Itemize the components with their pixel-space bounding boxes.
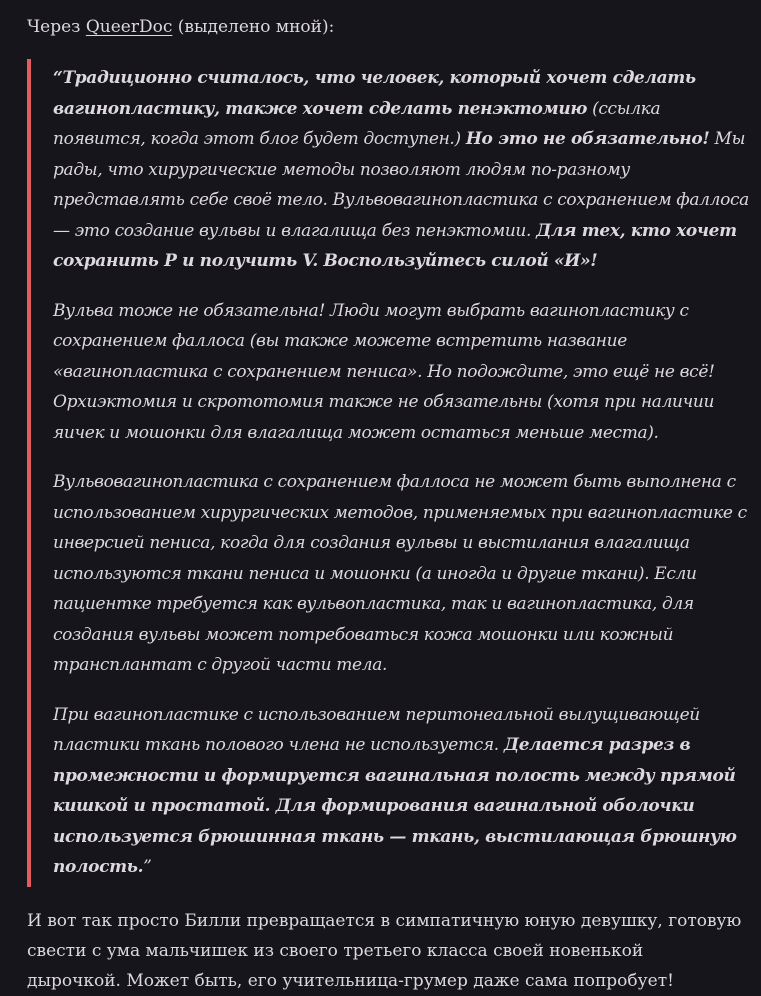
quote-paragraph-3: Вульвовагинопластика с сохранением фаллоса не может быть выполнена с использованием хирургических методов, применяемых при вагинопластике с инверсией пениса, когда для создания вульвы и выстилания влагалища используются ткани пениса и мошонки (а иногда и другие ткани). Если пациентке требуется как вульвопластика, так и вагинопластика, для создания вульвы может потребоваться кожа мошонки или кожный трансплантат с другой части тела. — [53, 472, 747, 675]
quote-p4-text: При вагинопластике с использованием перитонеальной вылущивающей пластики ткань полового члена не используется. — [53, 704, 700, 755]
intro-prefix: Через — [27, 17, 86, 37]
outro-paragraph: И вот так просто Билли превращается в симпатичную юную девушку, готовую свести с ума мальчишек из своего третьего класса своей новенькой дырочкой. Может быть, его учительница-грумер даже сама попробует! — [27, 910, 742, 991]
quote-p1-text-1: (ссылка появится, когда этот блог будет доступен.) — [53, 98, 661, 149]
quote-paragraph-1 — [53, 63, 749, 277]
intro-suffix: (выделено мной): — [172, 17, 335, 37]
quote-block — [27, 59, 759, 887]
queerdoc-link[interactable]: QueerDoc — [85, 17, 173, 37]
quote-p4-bold: Делается разрез в промежности и формируется вагинальная полость между прямой кишкой и простатой. Для формирования вагинальной оболочки используется брюшинная ткань — ткань, выстилающая брюшную полость. — [53, 735, 737, 877]
intro-paragraph — [27, 12, 761, 42]
quote-p1-text-2: Мы рады, что хирургические методы позволяют людям по-разному представлять себе своё тело. Вульвовагинопластика с сохранением фаллоса — это создание вульвы и влагалища без пенэктомии. — [53, 129, 749, 241]
quote-paragraph-2: Вульва тоже не обязательна! Люди могут выбрать вагинопластику с сохранением фаллоса (вы также можете встретить название «вагинопластика с сохранением пениса». Но подождите, это ещё не всё! Орхиэктомия и скрототомия также не обязательны (хотя при наличии яичек и мошонки для влагалища может остаться меньше места). — [53, 300, 715, 443]
quote-p1-bold-1-text: Традиционно считалось, что человек, который хочет сделать вагинопластику, также хочет сделать пенэктомию — [53, 68, 696, 119]
quote-paragraph-4 — [53, 700, 749, 883]
quote-p1-bold-2: Но это не обязательно! — [465, 129, 710, 149]
quote-p1-bold-3: Для тех, кто хочет сохранить P и получить V. Воспользуйтесь силой «И»! — [53, 220, 737, 271]
close-quote-mark: ” — [143, 857, 152, 877]
open-quote-mark: “ — [53, 68, 63, 88]
